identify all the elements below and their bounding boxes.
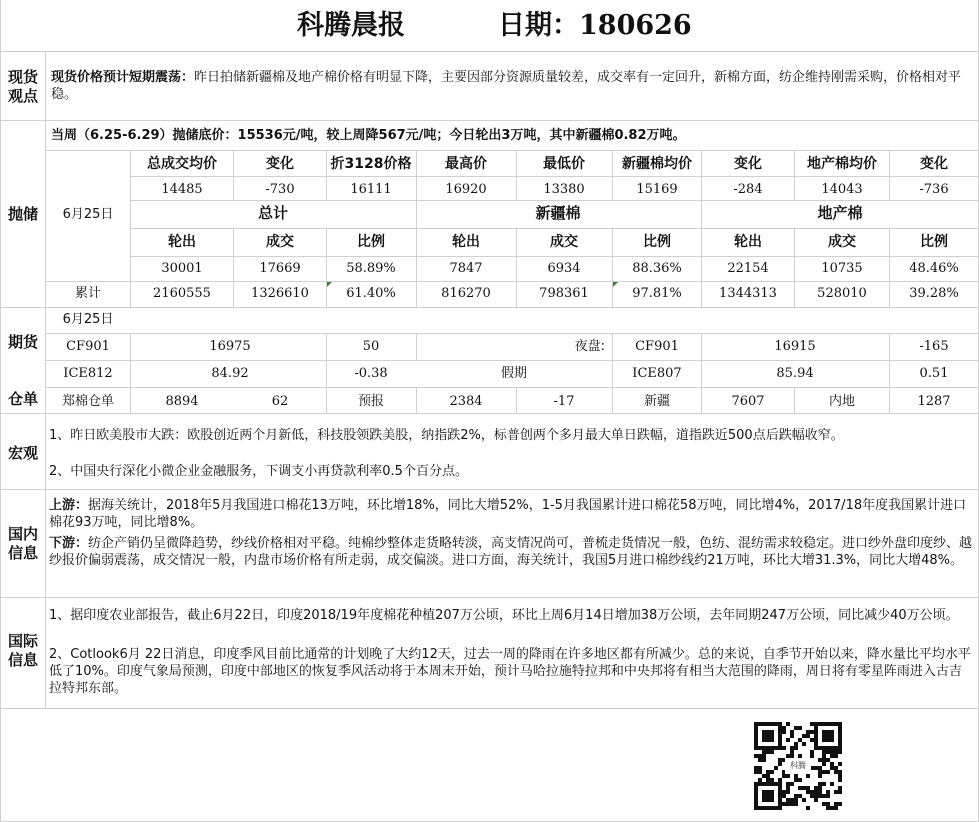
- qr-module: [834, 750, 838, 754]
- qr-module: [786, 782, 790, 786]
- cum-label: 累计: [74, 286, 102, 301]
- cf-price: 16975: [209, 339, 251, 354]
- qr-module: [822, 770, 826, 774]
- price-value: 15169: [636, 182, 678, 197]
- qr-module: [818, 782, 822, 786]
- price-value: -730: [265, 182, 295, 197]
- day-value: 6934: [547, 261, 581, 276]
- qr-module: [778, 758, 782, 762]
- qr-module: [806, 774, 810, 778]
- price-value: 14485: [161, 182, 203, 197]
- sub-header: 成交: [550, 234, 578, 250]
- qr-finder: [822, 730, 834, 742]
- qr-module: [814, 790, 818, 794]
- spot-text: [51, 69, 973, 103]
- qr-module: [802, 742, 806, 746]
- domestic-downstream: [49, 535, 974, 569]
- auction-label: 抛储: [7, 205, 38, 223]
- qr-module: [838, 802, 842, 806]
- night-price: 16915: [774, 339, 816, 354]
- qr-module: [826, 790, 830, 794]
- qr-module: [834, 766, 838, 770]
- international-label: 国际信息: [7, 632, 38, 669]
- sub-header: 比例: [920, 234, 948, 250]
- qr-module: [806, 734, 810, 738]
- qr-module: [762, 750, 766, 754]
- qr-module: [802, 734, 806, 738]
- qr-module: [806, 786, 810, 790]
- qr-module: [790, 802, 794, 806]
- sub-header: 成交: [828, 234, 856, 250]
- qr-module: [786, 722, 790, 726]
- ice2-contract: ICE807: [632, 366, 682, 381]
- qr-module: [802, 798, 806, 802]
- qr-module: [786, 774, 790, 778]
- price-header: 总成交均价: [147, 156, 217, 172]
- qr-module: [790, 746, 794, 750]
- qr-module: [834, 806, 838, 810]
- qr-module: [794, 798, 798, 802]
- day-value: 48.46%: [909, 261, 959, 276]
- qr-module: [758, 758, 762, 762]
- qr-module: [798, 726, 802, 730]
- qr-module: [814, 786, 818, 790]
- qr-module: [830, 762, 834, 766]
- holiday-label: 假期: [500, 366, 528, 381]
- qr-module: [826, 770, 830, 774]
- qr-module: [822, 802, 826, 806]
- qr-module: [838, 786, 842, 790]
- price-value: 16111: [350, 182, 392, 197]
- qr-module: [782, 774, 786, 778]
- cell-note-marker: [327, 282, 332, 287]
- downstream-text: 纺企产销仍呈微降趋势，纱线价格相对平稳。纯棉纱整体走货略转淡，高支情况尚可，普梳走货情况一般，色纺、混纺需求较稳定。进口纱外盘印度纱、越纱报价偏弱震荡，成交情况一般，内盘市场价格有所走弱，成交偏淡。进口方面，海关统计，我国5月进口棉纱线约21万吨，环比大增31.3%，同比大增48%。: [49, 536, 973, 568]
- qr-module: [790, 782, 794, 786]
- qr-module: [826, 750, 830, 754]
- qr-module: [782, 730, 786, 734]
- qr-module: [762, 754, 766, 758]
- qr-module: [794, 778, 798, 782]
- cum-value: 1344313: [719, 286, 777, 301]
- qr-module: [782, 726, 786, 730]
- upstream-text: 据海关统计，2018年5月我国进口棉花13万吨，环比增18%，同比大增52%，1-5月我国累计进口棉花58万吨，同比增4%，2017/18年度我国累计进口棉花93万吨，同比增8%。: [49, 498, 967, 530]
- macro-item: 1、昨日欧美股市大跌：欧股创近两个月新低，科技股领跌美股，纳指跌2%，标普创两个多月最大单日跌幅，道指跌近500点后跌幅收窄。: [49, 428, 844, 443]
- xinjiang-value: 7607: [731, 394, 765, 409]
- price-value: -736: [919, 182, 949, 197]
- international-item: 1、据印度农业部报告，截止6月22日，印度2018/19年度棉花种植207万公顷，环比上周6月14日增加38万公顷，去年同期247万公顷，同比减少40万公顷。: [49, 608, 959, 623]
- qr-module: [798, 794, 802, 798]
- qr-module: [794, 726, 798, 730]
- cum-value: 816270: [441, 286, 491, 301]
- auction-date: 6月25日: [62, 207, 114, 222]
- qr-module: [810, 790, 814, 794]
- price-header: 最低价: [543, 156, 585, 172]
- sub-header: 比例: [643, 234, 671, 250]
- price-header: 变化: [734, 156, 762, 172]
- price-value: 14043: [821, 182, 863, 197]
- sub-header: 轮出: [168, 234, 196, 250]
- qr-caption: 科腾: [785, 758, 811, 774]
- night-contract: CF901: [635, 339, 679, 354]
- qr-module: [794, 774, 798, 778]
- qr-module: [794, 742, 798, 746]
- spot-lead: 现货价格预计短期震荡：: [51, 70, 195, 85]
- qr-module: [826, 802, 830, 806]
- day-value: 58.89%: [346, 261, 396, 276]
- qr-module: [758, 778, 762, 782]
- qr-module: [762, 774, 766, 778]
- qr-module: [822, 754, 826, 758]
- qr-module: [814, 794, 818, 798]
- sub-header: 比例: [357, 234, 385, 250]
- price-value: 16920: [445, 182, 487, 197]
- day-value: 17669: [259, 261, 301, 276]
- qr-module: [766, 770, 770, 774]
- ice1-contract: ICE812: [63, 366, 113, 381]
- qr-module: [810, 722, 814, 726]
- day-value: 7847: [449, 261, 483, 276]
- qr-module: [786, 786, 790, 790]
- qr-module: [830, 754, 834, 758]
- price-header: 折3128价格: [330, 156, 412, 172]
- qr-module: [834, 790, 838, 794]
- ice2-change: 0.51: [919, 366, 949, 381]
- cum-value: 39.28%: [909, 286, 959, 301]
- qr-finder: [762, 790, 774, 802]
- sub-header: 轮出: [452, 234, 480, 250]
- warehouse-value: 8894: [165, 394, 199, 409]
- qr-module: [806, 806, 810, 810]
- qr-module: [826, 758, 830, 762]
- cum-value: 97.81%: [632, 286, 682, 301]
- qr-module: [806, 730, 810, 734]
- qr-module: [790, 798, 794, 802]
- qr-module: [774, 766, 778, 770]
- warehouse-label: 仓单: [7, 390, 38, 408]
- qr-module: [766, 750, 770, 754]
- qr-module: [822, 782, 826, 786]
- qr-module: [822, 750, 826, 754]
- qr-module: [818, 774, 822, 778]
- cum-value: 2160555: [153, 286, 211, 301]
- qr-module: [770, 770, 774, 774]
- qr-module: [830, 766, 834, 770]
- price-value: 13380: [543, 182, 585, 197]
- qr-module: [830, 782, 834, 786]
- qr-module: [838, 750, 842, 754]
- report-title: 科腾晨报: [297, 10, 405, 41]
- qr-module: [786, 738, 790, 742]
- qr-module: [798, 738, 802, 742]
- qr-module: [810, 730, 814, 734]
- cum-value: 61.40%: [346, 286, 396, 301]
- night-label: 夜盘:: [574, 339, 605, 354]
- futures-label: 期货: [7, 333, 38, 351]
- auction-summary: 当周（6.25-6.29）抛储底价：15536元/吨，较上周降567元/吨；今日轮出3万吨，其中新疆棉0.82万吨。: [51, 128, 686, 143]
- qr-module: [834, 802, 838, 806]
- sub-header: 成交: [266, 234, 294, 250]
- qr-module: [818, 758, 822, 762]
- warehouse-name: 郑棉仓单: [61, 394, 115, 409]
- ice1-price: 84.92: [211, 366, 249, 381]
- qr-module: [778, 778, 782, 782]
- qr-module: [814, 798, 818, 802]
- forecast-change: -17: [553, 394, 575, 409]
- price-header: 最高价: [445, 156, 487, 172]
- qr-module: [822, 762, 826, 766]
- qr-module: [822, 794, 826, 798]
- qr-module: [758, 754, 762, 758]
- qr-module: [838, 774, 842, 778]
- qr-module: [794, 746, 798, 750]
- qr-module: [818, 786, 822, 790]
- qr-module: [838, 770, 842, 774]
- qr-module: [794, 794, 798, 798]
- qr-module: [838, 778, 842, 782]
- qr-module: [798, 786, 802, 790]
- qr-module: [810, 794, 814, 798]
- qr-module: [766, 778, 770, 782]
- downstream-label: 下游：: [49, 536, 89, 551]
- qr-module: [806, 790, 810, 794]
- price-header: 地产棉均价: [807, 156, 877, 172]
- day-value: 10735: [821, 261, 863, 276]
- qr-module: [830, 806, 834, 810]
- group-header-local: 地产棉: [817, 204, 863, 222]
- qr-module: [802, 786, 806, 790]
- qr-module: [810, 750, 814, 754]
- qr-module: [754, 770, 758, 774]
- price-header: 变化: [920, 156, 948, 172]
- forecast-value: 2384: [449, 394, 483, 409]
- group-header-total: 总计: [257, 204, 289, 222]
- day-value: 30001: [161, 261, 203, 276]
- qr-finder: [762, 730, 774, 742]
- inland-value: 1287: [917, 394, 951, 409]
- upstream-label: 上游：: [49, 498, 89, 513]
- ice1-change: -0.38: [354, 366, 388, 381]
- qr-module: [826, 806, 830, 810]
- spot-label: 现货观点: [7, 68, 38, 105]
- day-value: 22154: [727, 261, 769, 276]
- qr-module: [766, 774, 770, 778]
- qr-module: [818, 790, 822, 794]
- qr-module: [754, 766, 758, 770]
- qr-module: [798, 778, 802, 782]
- qr-module: [834, 770, 838, 774]
- qr-module: [778, 762, 782, 766]
- qr-module: [818, 770, 822, 774]
- ice2-price: 85.94: [776, 366, 814, 381]
- qr-module: [822, 758, 826, 762]
- qr-module: [814, 766, 818, 770]
- qr-module: [790, 734, 794, 738]
- price-header: 新疆棉均价: [622, 156, 692, 172]
- macro-item: 2、中国央行深化小微企业金融服务，下调支小再贷款利率0.5个百分点。: [49, 464, 468, 479]
- qr-module: [818, 794, 822, 798]
- qr-module: [826, 794, 830, 798]
- futures-date: 6月25日: [62, 312, 114, 327]
- domestic-upstream: [49, 497, 974, 531]
- xinjiang-label: 新疆: [643, 394, 671, 409]
- forecast-label: 预报: [357, 394, 385, 409]
- day-value: 88.36%: [632, 261, 682, 276]
- qr-module: [770, 778, 774, 782]
- qr-module: [786, 790, 790, 794]
- qr-module: [754, 754, 758, 758]
- qr-module: [770, 750, 774, 754]
- qr-module: [786, 798, 790, 802]
- qr-module: [790, 730, 794, 734]
- cf-change: 50: [362, 339, 380, 354]
- price-value: -284: [733, 182, 763, 197]
- macro-label: 宏观: [7, 444, 38, 462]
- warehouse-change: 62: [271, 394, 289, 409]
- qr-module: [810, 738, 814, 742]
- cum-value: 528010: [817, 286, 867, 301]
- qr-module: [782, 802, 786, 806]
- qr-module: [782, 790, 786, 794]
- qr-code: [743, 720, 853, 812]
- inland-label: 内地: [828, 394, 856, 409]
- qr-module: [758, 766, 762, 770]
- price-header: 变化: [266, 156, 294, 172]
- qr-module: [758, 770, 762, 774]
- qr-module: [786, 802, 790, 806]
- cf-contract: CF901: [66, 339, 110, 354]
- qr-module: [794, 802, 798, 806]
- spot-body: 昨日拍储新疆棉及地产棉价格有明显下降，主要因部分资源质量较差，成交率有一定回升，新棉方面，纺企维持刚需采购，价格相对平稳。: [51, 70, 962, 102]
- qr-module: [782, 746, 786, 750]
- qr-module: [838, 762, 842, 766]
- qr-module: [782, 794, 786, 798]
- international-item: 2、Cotlook6月 22日消息，印度季风目前比通常的计划晚了大约12天，过去一周的降雨在许多地区都有所减少。总的来说，自季节开始以来，降水量比平均水平低了10%。印度气象局预测，印度中部地区的恢复季风活动将于本周末开始，预计马哈拉施特拉邦和中央邦将有相当大范围的降雨，周日将有零星阵雨进入古吉拉特邦东部。: [49, 647, 971, 696]
- qr-module: [762, 758, 766, 762]
- sub-header: 轮出: [734, 234, 762, 250]
- cum-value: 798361: [539, 286, 589, 301]
- qr-module: [838, 790, 842, 794]
- night-change: -165: [919, 339, 949, 354]
- group-header-xinjiang: 新疆棉: [535, 204, 581, 222]
- qr-module: [790, 750, 794, 754]
- qr-module: [818, 766, 822, 770]
- report-date: 日期：180626: [498, 10, 692, 41]
- cell-note-marker: [613, 282, 618, 287]
- domestic-label: 国内信息: [7, 525, 38, 562]
- cum-value: 1326610: [251, 286, 309, 301]
- qr-module: [830, 750, 834, 754]
- qr-module: [834, 754, 838, 758]
